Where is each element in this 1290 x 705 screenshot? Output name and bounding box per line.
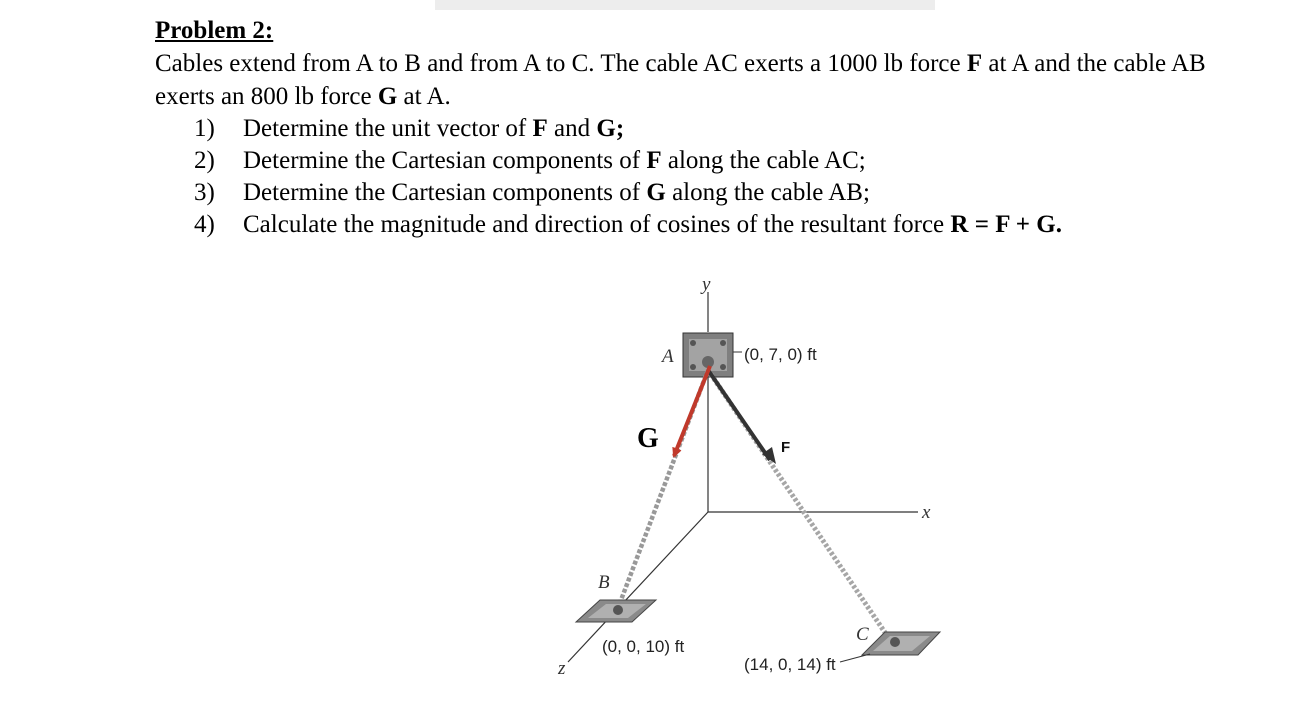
force-f-arrow: [708, 370, 770, 460]
intro-text-3: at A.: [397, 83, 451, 110]
intro-text-2: at A and the cable AB exerts an 800 lb force: [155, 50, 1206, 110]
point-b-coord: (0, 0, 10) ft: [602, 637, 685, 656]
task-bold: F: [646, 147, 662, 174]
intro-force-f: F: [966, 50, 983, 77]
task-list: [155, 113, 1265, 241]
y-axis-label: y: [702, 274, 711, 295]
point-c-label: C: [856, 624, 869, 645]
task-item: [194, 145, 1265, 177]
task-bold: R = F + G.: [950, 211, 1062, 238]
task-bold: G;: [596, 115, 625, 142]
point-b-label: B: [598, 572, 610, 593]
intro-force-g: G: [377, 83, 398, 110]
task-text: Determine the unit vector of: [243, 115, 533, 142]
task-number: 4): [194, 211, 215, 238]
force-g-label: G: [637, 423, 659, 454]
task-text: and: [547, 115, 597, 142]
task-bold: F: [532, 115, 548, 142]
x-axis-label: x: [922, 502, 931, 523]
diagram-svg: [540, 270, 980, 690]
task-item: [194, 209, 1265, 241]
task-number: 2): [194, 147, 215, 174]
cable-diagram: [540, 270, 980, 690]
z-axis-label: z: [558, 658, 566, 679]
task-text: along the cable AB;: [665, 179, 870, 206]
problem-text: [155, 14, 1265, 241]
task-bold: G: [646, 179, 666, 206]
top-edge-strip: [435, 0, 935, 10]
task-item: [194, 177, 1265, 209]
point-c-coord: (14, 0, 14) ft: [744, 655, 836, 674]
task-number: 3): [194, 179, 215, 206]
task-text: along the cable AC;: [661, 147, 866, 174]
point-a-label: A: [662, 346, 674, 367]
task-number: 1): [194, 115, 215, 142]
point-a-coord: (0, 7, 0) ft: [744, 345, 817, 364]
task-text: Calculate the magnitude and direction of cosines of the resultant force: [243, 211, 951, 238]
force-f-label: F: [781, 439, 791, 456]
plate-b: [576, 600, 656, 622]
coord-c-leader: [840, 654, 870, 662]
task-text: Determine the Cartesian components of: [243, 179, 647, 206]
problem-title: Problem 2:: [155, 17, 274, 44]
plate-c: [862, 632, 940, 655]
problem-intro: [155, 47, 1265, 113]
task-text: Determine the Cartesian components of: [243, 147, 647, 174]
force-g-arrow: [674, 366, 710, 456]
intro-text-1: Cables extend from A to B and from A to C. The cable AC exerts a 1000 lb force: [155, 50, 967, 77]
task-item: [194, 113, 1265, 145]
